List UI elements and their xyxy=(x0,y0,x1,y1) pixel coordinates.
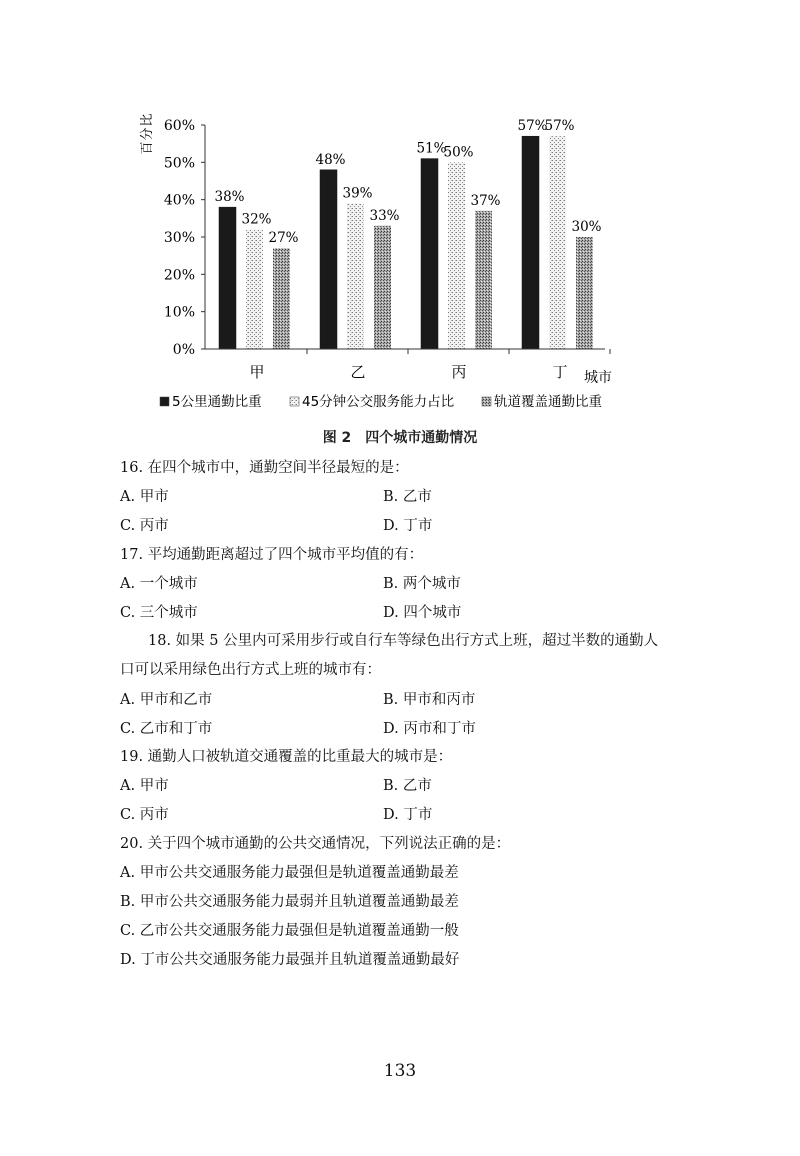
bar-1-丁 xyxy=(522,136,539,349)
legend-entry: 5公里通勤比重 xyxy=(172,394,262,410)
question-16-option-c[interactable]: C. 丙市 xyxy=(120,518,169,534)
x-category-label: 丁 xyxy=(552,363,568,381)
question-18-stem: 18. 如果 5 公里内可采用步行或自行车等绿色出行方式上班，超过半数的通勤人口可以采用绿色出行方式上班的城市有： xyxy=(120,633,659,678)
y-axis-label-char: 百 xyxy=(140,141,155,155)
question-16-option-a[interactable]: A. 甲市 xyxy=(120,489,169,505)
bar-3-丙 xyxy=(475,211,492,349)
question-16-option-d[interactable]: D. 丁市 xyxy=(383,518,433,534)
bar-data-label: 57% xyxy=(517,118,548,135)
question-18-option-a[interactable]: A. 甲市和乙市 xyxy=(120,692,213,708)
bar-data-label: 50% xyxy=(443,144,474,161)
question-20-option-a[interactable]: A. 甲市公共交通服务能力最强但是轨道覆盖通勤最差 xyxy=(120,865,459,881)
y-tick-label: 40% xyxy=(163,192,195,209)
bar-data-label: 48% xyxy=(315,151,346,168)
question-19-option-b[interactable]: B. 乙市 xyxy=(383,778,432,794)
question-18-option-d[interactable]: D. 丙市和丁市 xyxy=(383,721,476,737)
page-number: 133 xyxy=(383,1061,417,1081)
question-17-option-d[interactable]: D. 四个城市 xyxy=(383,605,462,621)
y-tick-label: 50% xyxy=(163,155,195,172)
y-tick-label: 60% xyxy=(163,118,195,134)
question-20-stem: 20. 关于四个城市通勤的公共交通情况，下列说法正确的是： xyxy=(120,836,511,852)
question-20-option-c[interactable]: C. 乙市公共交通服务能力最强但是轨道覆盖通勤一般 xyxy=(120,923,459,939)
question-17-option-a[interactable]: A. 一个城市 xyxy=(120,576,198,592)
x-category-label: 丙 xyxy=(451,363,467,381)
bar-data-label: 39% xyxy=(342,185,373,202)
bar-data-label: 37% xyxy=(470,192,501,209)
y-tick-label: 10% xyxy=(163,304,195,321)
x-category-label: 甲 xyxy=(249,363,265,381)
bar-1-乙 xyxy=(320,170,337,349)
legend-swatch xyxy=(482,397,491,406)
y-tick-label: 20% xyxy=(163,267,195,284)
y-axis-label-char: 比 xyxy=(140,113,155,127)
x-axis-label: 城市 xyxy=(584,370,612,386)
question-17-stem: 17. 平均通勤距离超过了四个城市平均值的有： xyxy=(120,547,424,563)
bar-chart xyxy=(0,0,800,420)
question-17-option-c[interactable]: C. 三个城市 xyxy=(120,605,198,621)
question-20-option-b[interactable]: B. 甲市公共交通服务能力最弱并且轨道覆盖通勤最差 xyxy=(120,894,459,910)
bar-2-乙 xyxy=(347,203,364,349)
y-tick-label: 0% xyxy=(172,342,195,358)
bar-1-丙 xyxy=(421,159,438,349)
legend-swatch xyxy=(160,397,169,406)
y-tick-label: 30% xyxy=(163,230,195,246)
bar-data-label: 38% xyxy=(214,189,245,206)
bar-data-label: 30% xyxy=(571,219,602,235)
question-18-option-c[interactable]: C. 乙市和丁市 xyxy=(120,721,213,737)
y-axis-label xyxy=(140,113,155,154)
question-16-stem: 16. 在四个城市中，通勤空间半径最短的是： xyxy=(120,460,409,476)
bar-data-label: 57% xyxy=(544,118,575,135)
legend-entry: 轨道覆盖通勤比重 xyxy=(494,394,602,410)
bar-data-label: 33% xyxy=(369,207,400,224)
bar-3-丁 xyxy=(576,237,593,349)
question-19-option-c[interactable]: C. 丙市 xyxy=(120,807,169,823)
question-19-option-d[interactable]: D. 丁市 xyxy=(383,807,433,823)
question-20-option-d[interactable]: D. 丁市公共交通服务能力最强并且轨道覆盖通勤最好 xyxy=(120,952,460,968)
legend-entry: 45分钟公交服务能力占比 xyxy=(302,394,455,410)
bar-2-甲 xyxy=(246,230,263,349)
bar-3-甲 xyxy=(273,248,290,349)
question-18-option-b[interactable]: B. 甲市和丙市 xyxy=(383,692,476,708)
y-axis-label-char: 分 xyxy=(140,127,155,141)
question-19-option-a[interactable]: A. 甲市 xyxy=(120,778,169,794)
bar-data-label: 32% xyxy=(241,211,272,228)
figure-caption: 图 2 四个城市通勤情况 xyxy=(322,430,478,446)
bar-2-丁 xyxy=(549,136,566,349)
question-19-stem: 19. 通勤人口被轨道交通覆盖的比重最大的城市是： xyxy=(120,749,453,765)
bar-2-丙 xyxy=(448,162,465,349)
bar-data-label: 27% xyxy=(268,230,299,247)
question-16-option-b[interactable]: B. 乙市 xyxy=(383,489,432,505)
legend-swatch xyxy=(290,397,299,406)
x-category-label: 乙 xyxy=(350,363,366,381)
bar-1-甲 xyxy=(219,207,236,349)
chart-legend xyxy=(160,393,602,410)
question-17-option-b[interactable]: B. 两个城市 xyxy=(383,576,461,592)
bar-data-label: 51% xyxy=(416,140,447,157)
bar-3-乙 xyxy=(374,226,391,349)
